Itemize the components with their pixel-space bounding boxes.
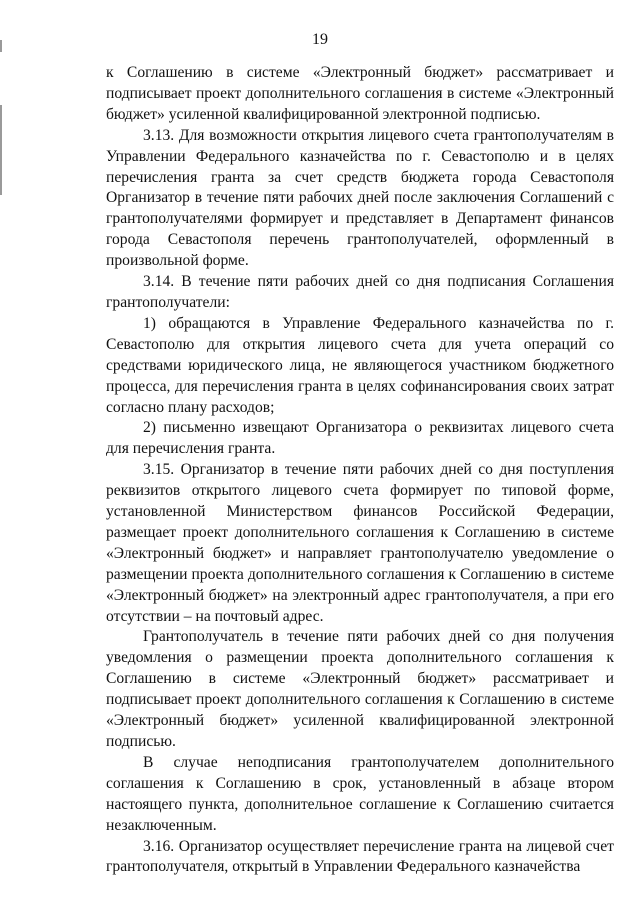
paragraph: к Соглашению в системе «Электронный бюджет» рассматривает и подписывает проект дополнительного соглашения в системе «Электронный бюджет» усиленной квалифицированной электронной подписью. xyxy=(106,64,614,123)
paragraph-3-16: 3.16. Организатор осуществляет перечисление гранта на лицевой счет грантополучателя, открытый в Управлении Федерального казначейства xyxy=(106,837,614,876)
paragraph: В случае неподписания грантополучателем дополнительного соглашения к Соглашению в срок, установленный в абзаце втором настоящего пункта, дополнительное соглашение к Соглашению считается незаключенным. xyxy=(106,753,614,834)
list-item-1: 1) обращаются в Управление Федерального казначейства по г. Севастополю для открытия лицевого счета для учета операций со средствами юридического лица, не являющегося участником бюджетного процесса, для перечисления гранта в целях софинансирования своих затрат согласно плану расходов; xyxy=(106,314,614,416)
paragraph: Грантополучатель в течение пяти рабочих дней со дня получения уведомления о размещении проекта дополнительного соглашения к Соглашению в системе «Электронный бюджет» рассматривает и подписывает проект дополнительного соглашения к Соглашению в системе «Электронный бюджет» усиленной квалифицированной электронной подписью. xyxy=(106,628,614,750)
document-body xyxy=(106,63,614,878)
paragraph-3-13: 3.13. Для возможности открытия лицевого счета грантополучателям в Управлении Федерального казначейства по г. Севастополю и в целях перечисления гранта за счет средств бюджета города Севастополя Организатор в течение пяти рабочих дней после заключения Соглашений с грантополучателями формирует и представляет в Департамент финансов города Севастополя перечень грантополучателей, оформленный в произвольной форме. xyxy=(106,126,614,270)
margin-scan-mark xyxy=(0,105,2,195)
paragraph-3-14: 3.14. В течение пяти рабочих дней со дня подписания Соглашения грантополучатели: xyxy=(106,273,614,311)
list-item-2: 2) письменно извещают Организатора о реквизитах лицевого счета для перечисления гранта. xyxy=(106,419,614,458)
paragraph-3-15: 3.15. Организатор в течение пяти рабочих дней со дня поступления реквизитов открытого лицевого счета формирует по типовой форме, установленной Министерством финансов Российской Федерации, размещает проект дополнительного соглашения к Соглашению в системе «Электронный бюджет» и направляет грантополучателю уведомление о размещении проекта дополнительного соглашения к Соглашению в системе «Электронный бюджет» на электронный адрес грантополучателя, а при его отсутствии – на почтовый адрес. xyxy=(106,461,614,625)
page-number: 19 xyxy=(312,31,328,48)
